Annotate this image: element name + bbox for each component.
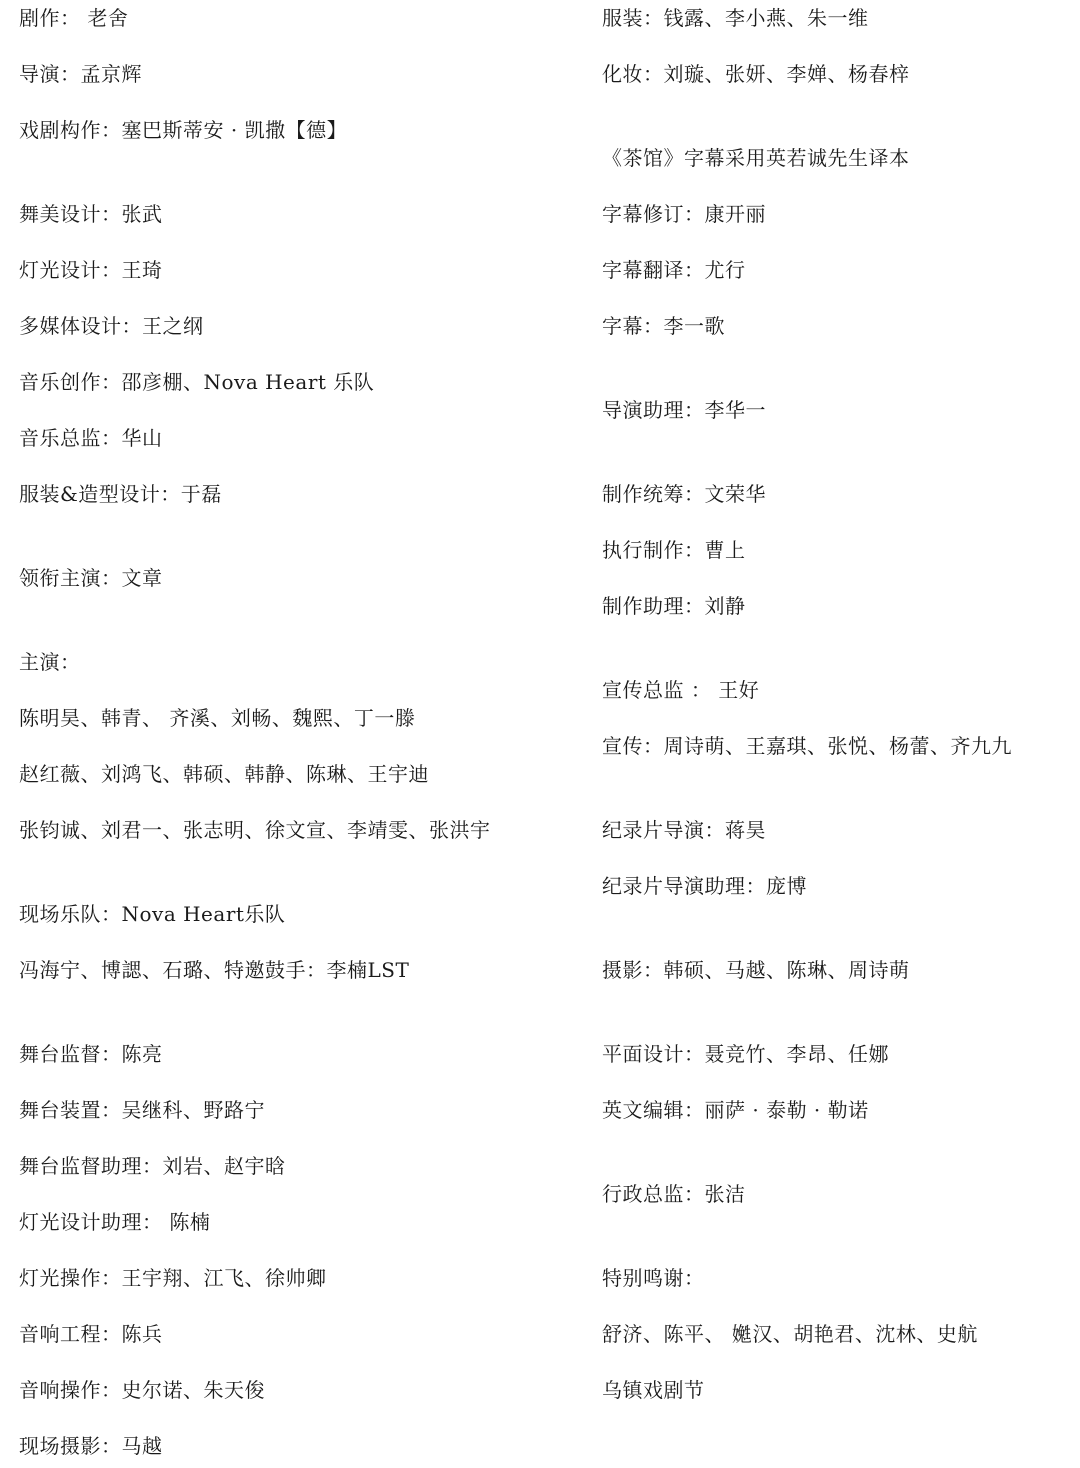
- credit-playwright: 剧作： 老舍: [19, 6, 129, 30]
- credit-asst-stage-manager: 舞台监督助理：刘岩、赵宇晗: [19, 1154, 286, 1178]
- credit-photography: 摄影：韩硕、马越、陈琳、周诗萌: [602, 958, 910, 982]
- credit-production-coordinator: 制作统筹：文荣华: [602, 482, 766, 506]
- credit-subtitles: 字幕：李一歌: [602, 314, 725, 338]
- credit-subtitle-revision: 字幕修订：康开丽: [602, 202, 766, 226]
- credit-band-members: 冯海宁、博諰、石璐、特邀鼓手：李楠LST: [19, 958, 410, 982]
- credit-cast-row-2: 赵红薇、刘鸿飞、韩硕、韩静、陈琳、王宇迪: [19, 762, 429, 786]
- credit-sound-operation: 音响操作：史尔诺、朱天俊: [19, 1378, 265, 1402]
- credit-director: 导演：孟京辉: [19, 62, 142, 86]
- credit-lighting-operation: 灯光操作：王宇翔、江飞、徐帅卿: [19, 1266, 327, 1290]
- credit-graphic-design: 平面设计：聂竞竹、李昂、任娜: [602, 1042, 889, 1066]
- credit-english-editor: 英文编辑：丽萨 · 泰勒 · 勒诺: [602, 1098, 869, 1122]
- credit-asst-director: 导演助理：李华一: [602, 398, 766, 422]
- credit-stage-design: 舞美设计：张武: [19, 202, 163, 226]
- credit-production-assistant: 制作助理：刘静: [602, 594, 746, 618]
- credit-special-thanks-names: 舒济、陈平、 嬔汉、胡艳君、沈林、史航: [602, 1322, 978, 1346]
- credit-multimedia-design: 多媒体设计：王之纲: [19, 314, 204, 338]
- credit-live-photography: 现场摄影：马越: [19, 1434, 163, 1458]
- credit-cast-row-3: 张钧诚、刘君一、张志明、徐文宣、李靖雯、张洪宇: [19, 818, 491, 842]
- credit-publicity-director: 宣传总监 ： 王好: [602, 678, 760, 702]
- credit-cast-heading: 主演：: [19, 650, 81, 674]
- credit-costume: 服装：钱露、李小燕、朱一维: [602, 6, 869, 30]
- credit-cast-row-1: 陈明昊、韩青、 齐溪、刘畅、魏熙、丁一滕: [19, 706, 416, 730]
- credit-sound-engineering: 音响工程：陈兵: [19, 1322, 163, 1346]
- credit-costume-styling: 服装&造型设计：于磊: [19, 482, 222, 506]
- credit-wuzhen-festival: 乌镇戏剧节: [602, 1378, 705, 1402]
- credit-administrative-director: 行政总监：张洁: [602, 1182, 746, 1206]
- credit-lead-actor: 领衔主演：文章: [19, 566, 163, 590]
- credit-subtitle-translation-note: 《茶馆》字幕采用英若诚先生译本: [602, 146, 910, 170]
- credit-stage-installation: 舞台装置：吴继科、野路宁: [19, 1098, 265, 1122]
- credit-executive-producer: 执行制作：曹上: [602, 538, 746, 562]
- credit-publicity: 宣传：周诗萌、王嘉琪、张悦、杨蕾、齐九九: [602, 734, 1012, 758]
- credit-lighting-design: 灯光设计：王琦: [19, 258, 163, 282]
- credit-music-director: 音乐总监：华山: [19, 426, 163, 450]
- credit-makeup: 化妆：刘璇、张妍、李婵、杨春梓: [602, 62, 910, 86]
- credit-special-thanks-heading: 特别鸣谢：: [602, 1266, 705, 1290]
- credit-stage-manager: 舞台监督：陈亮: [19, 1042, 163, 1066]
- credit-live-band: 现场乐队：Nova Heart乐队: [19, 902, 286, 926]
- credit-music-composition: 音乐创作：邵彦棚、Nova Heart 乐队: [19, 370, 375, 394]
- credit-subtitle-translator: 字幕翻译：尤行: [602, 258, 746, 282]
- credit-dramaturg: 戏剧构作：塞巴斯蒂安 · 凯撒【德】: [19, 118, 348, 142]
- credit-documentary-asst-director: 纪录片导演助理：庞博: [602, 874, 807, 898]
- credit-documentary-director: 纪录片导演：蒋昊: [602, 818, 766, 842]
- credit-asst-lighting: 灯光设计助理： 陈楠: [19, 1210, 211, 1234]
